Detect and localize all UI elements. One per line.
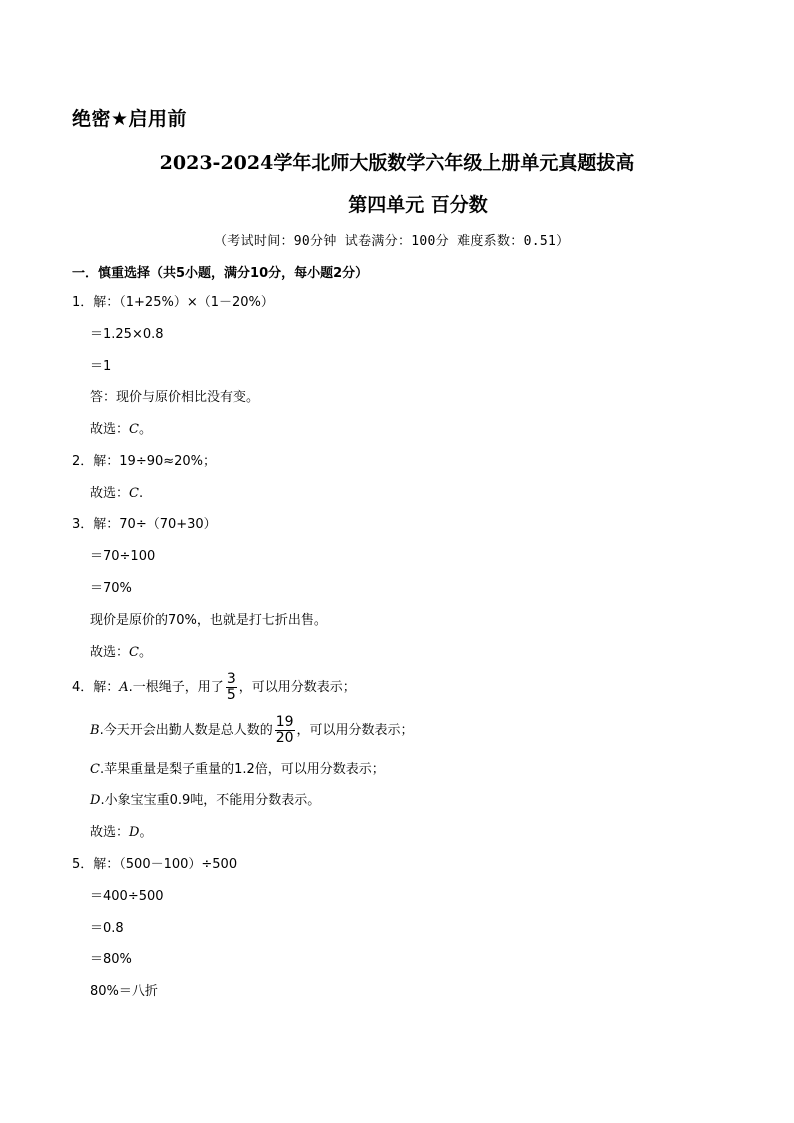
- q2-choice: [90, 485, 143, 503]
- choice-punct: 。: [139, 825, 153, 840]
- fraction-denominator: 5: [226, 687, 236, 703]
- choice-label: 故选：: [90, 422, 130, 437]
- option-letter: C: [90, 762, 100, 777]
- fraction-nineteen-twentieths: [275, 715, 295, 746]
- q1-choice: [90, 421, 152, 439]
- q5-line-2: ＝400÷500: [90, 889, 164, 904]
- q3-choice: [90, 644, 152, 662]
- option-text: .今天开会出勤人数是总人数的: [99, 723, 273, 738]
- q4-number: 4．解：: [72, 680, 120, 695]
- fraction-numerator: 19: [275, 714, 294, 730]
- q5-line-5: 80%＝八折: [90, 984, 158, 999]
- fraction-denominator: 20: [275, 730, 294, 746]
- q4-option-d: [90, 792, 320, 810]
- option-tail: ，可以用分数表示；: [296, 723, 414, 738]
- choice-option: C: [129, 486, 139, 501]
- option-letter: A: [119, 680, 129, 695]
- q4-choice: [90, 824, 152, 842]
- choice-punct: .: [138, 486, 144, 501]
- q5-line-4: ＝80%: [90, 952, 132, 967]
- option-letter: B: [90, 723, 100, 738]
- choice-option: C: [129, 422, 139, 437]
- option-text: .小象宝宝重0.9吨，不能用分数表示。: [100, 793, 321, 808]
- choice-punct: 。: [138, 422, 152, 437]
- choice-label: 故选：: [90, 825, 130, 840]
- q3-line-3: ＝70%: [90, 581, 132, 596]
- q3-line-1: 3．解：70÷（70+30）: [72, 517, 217, 532]
- q4-option-b: [90, 715, 414, 746]
- choice-label: 故选：: [90, 486, 130, 501]
- fraction-numerator: 3: [226, 671, 236, 687]
- exam-info: （考试时间：90分钟 试卷满分：100分 难度系数：0.51）: [214, 234, 570, 249]
- confidential-label: 绝密★启用前: [72, 108, 188, 130]
- q1-answer-text: 答：现价与原价相比没有变。: [90, 390, 260, 405]
- option-text: .苹果重量是梨子重量的1.2倍，可以用分数表示；: [99, 762, 385, 777]
- fraction-three-fifths: [226, 672, 237, 703]
- q1-line-3: ＝1: [90, 359, 112, 374]
- choice-label: 故选：: [90, 645, 130, 660]
- option-tail: ，可以用分数表示；: [238, 680, 356, 695]
- q3-answer-text: 现价是原价的70%，也就是打七折出售。: [90, 613, 327, 628]
- q3-line-2: ＝70÷100: [90, 549, 156, 564]
- q1-line-2: ＝1.25×0.8: [90, 327, 164, 342]
- section-heading: 一．慎重选择（共5小题，满分10分，每小题2分）: [72, 266, 369, 281]
- q4-option-a: [72, 672, 356, 703]
- choice-option: D: [129, 825, 140, 840]
- q4-option-c: [90, 761, 385, 779]
- q1-line-1: 1．解：（1+25%）×（1－20%）: [72, 295, 274, 310]
- q2-line-1: 2．解：19÷90≈20%；: [72, 454, 217, 469]
- option-letter: D: [90, 793, 101, 808]
- q5-line-3: ＝0.8: [90, 921, 124, 936]
- q5-line-1: 5．解：（500－100）÷500: [72, 857, 238, 872]
- choice-punct: 。: [138, 645, 152, 660]
- unit-title: 第四单元 百分数: [348, 194, 488, 216]
- exam-title: 2023-2024学年北师大版数学六年级上册单元真题拔高: [159, 152, 635, 174]
- option-text: .一根绳子，用了: [128, 680, 224, 695]
- choice-option: C: [129, 645, 139, 660]
